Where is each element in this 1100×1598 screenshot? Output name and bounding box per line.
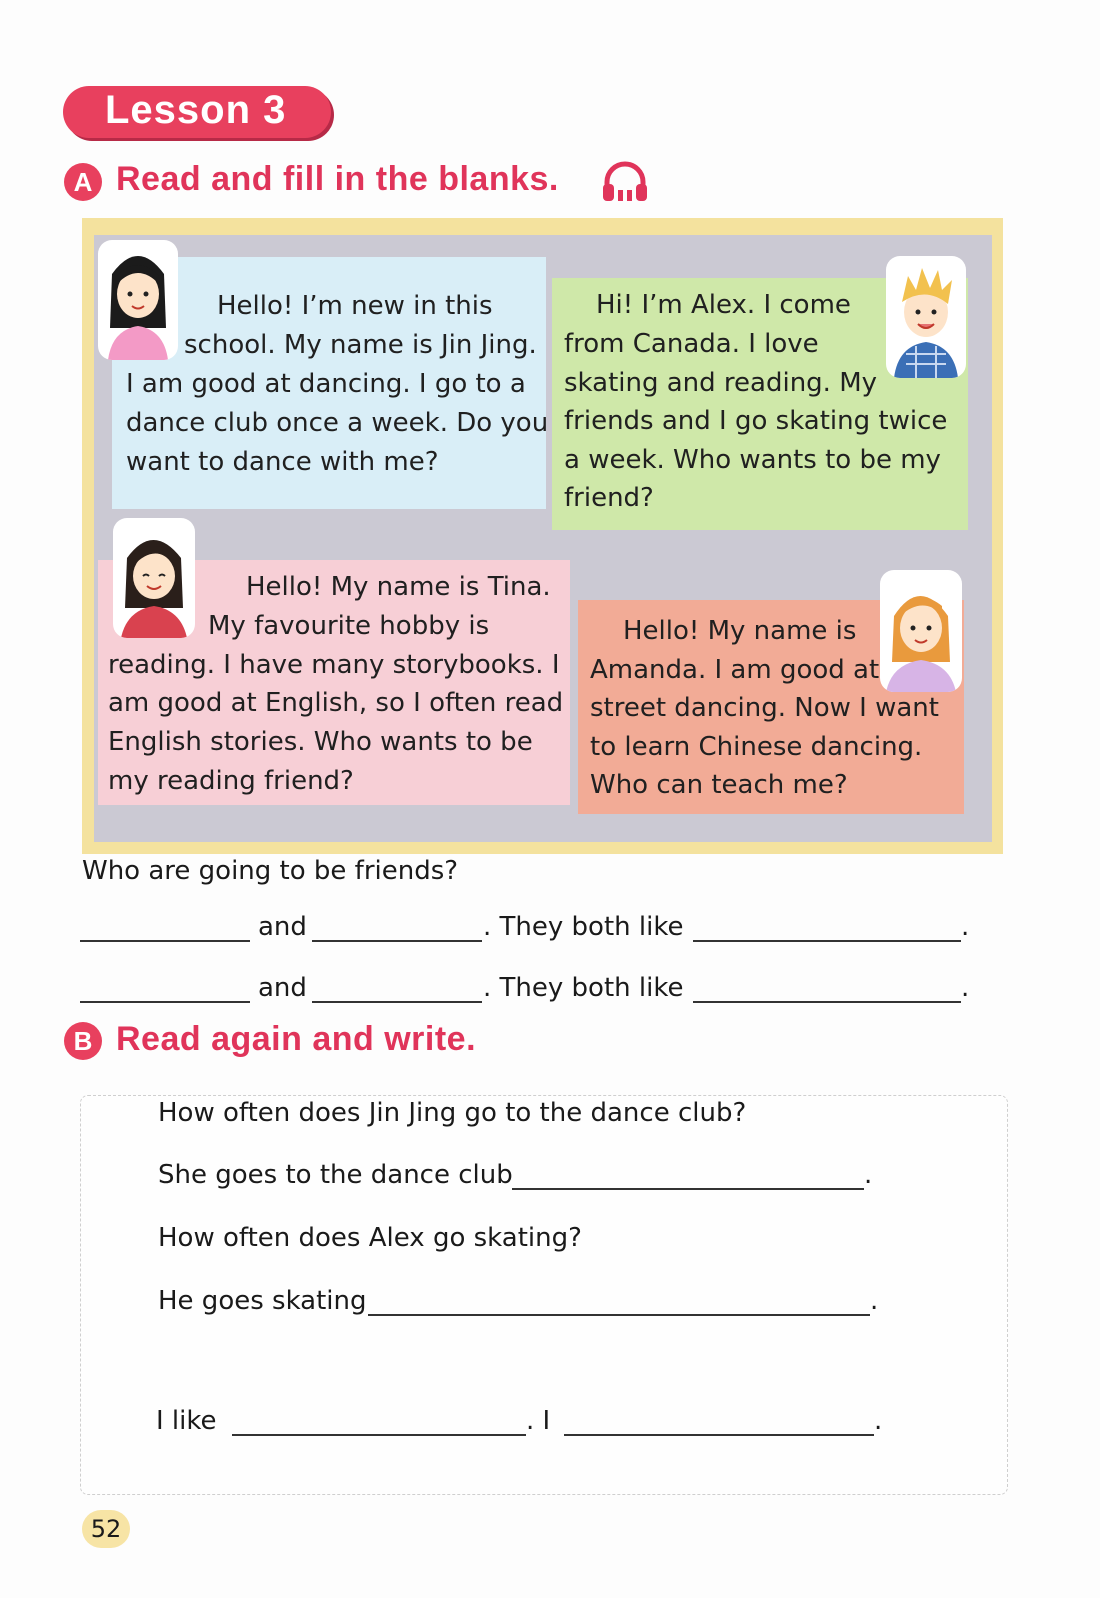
answer-blank[interactable] xyxy=(80,1001,250,1003)
answer-1-prefix: She goes to the dance club xyxy=(158,1160,513,1190)
bubble-line: am good at English, so I often read xyxy=(108,688,564,718)
amanda-avatar xyxy=(880,570,962,692)
bubble-line: Hello! I’m new in this xyxy=(217,291,493,321)
section-a-badge: A xyxy=(64,163,102,201)
answer-blank[interactable] xyxy=(368,1314,870,1316)
bubble-line: dance club once a week. Do you xyxy=(126,408,549,438)
answer-blank[interactable] xyxy=(312,940,482,942)
bubble-line: Who can teach me? xyxy=(590,770,848,800)
answer-blank[interactable] xyxy=(564,1434,874,1436)
bubble-line: my reading friend? xyxy=(108,766,354,796)
tina-avatar xyxy=(113,518,195,638)
period-text: . xyxy=(874,1406,883,1436)
bubble-line: English stories. Who wants to be xyxy=(108,727,533,757)
bubble-line: reading. I have many storybooks. I xyxy=(108,650,560,680)
answer-blank[interactable] xyxy=(512,1188,864,1190)
bubble-line: friends and I go skating twice xyxy=(564,406,948,436)
bubble-line: from Canada. I love xyxy=(564,329,819,359)
question-text: Who are going to be friends? xyxy=(82,856,459,886)
bubble-line: school. My name is Jin Jing. xyxy=(184,330,537,360)
jin-jing-avatar xyxy=(98,240,178,360)
bubble-line: Hello! My name is Tina. xyxy=(246,572,551,602)
period-text: . xyxy=(961,912,970,942)
both-like-text: . They both like xyxy=(483,973,684,1003)
answer-blank[interactable] xyxy=(693,940,961,942)
question-2: How often does Alex go skating? xyxy=(158,1223,582,1253)
answer-blank[interactable] xyxy=(693,1001,961,1003)
i-like-prefix: I like xyxy=(156,1406,217,1436)
bubble-line: skating and reading. My xyxy=(564,368,878,398)
i-text: . I xyxy=(526,1406,551,1436)
period-text: . xyxy=(961,973,970,1003)
headphones-icon[interactable] xyxy=(601,160,649,204)
period-text: . xyxy=(870,1286,879,1316)
bubble-line: street dancing. Now I want xyxy=(590,693,939,723)
and-text: and xyxy=(258,912,307,942)
period-text: . xyxy=(864,1160,873,1190)
section-a-title: Read and fill in the blanks. xyxy=(116,160,559,198)
bubble-line: friend? xyxy=(564,483,654,513)
answer-blank[interactable] xyxy=(232,1434,526,1436)
bubble-line: Hello! My name is xyxy=(623,616,857,646)
bubble-line: want to dance with me? xyxy=(126,447,439,477)
section-b-badge: B xyxy=(64,1022,102,1060)
bubble-line: a week. Who wants to be my xyxy=(564,445,941,475)
both-like-text: . They both like xyxy=(483,912,684,942)
bubble-line: Amanda. I am good at xyxy=(590,655,880,685)
bubble-line: I am good at dancing. I go to a xyxy=(126,369,526,399)
bubble-line: to learn Chinese dancing. xyxy=(590,732,923,762)
page-number: 52 xyxy=(82,1510,130,1548)
answer-2-prefix: He goes skating xyxy=(158,1286,367,1316)
and-text: and xyxy=(258,973,307,1003)
answer-blank[interactable] xyxy=(312,1001,482,1003)
bubble-line: Hi! I’m Alex. I come xyxy=(596,290,851,320)
answer-blank[interactable] xyxy=(80,940,250,942)
bubble-line: My favourite hobby is xyxy=(208,611,490,641)
section-b-title: Read again and write. xyxy=(116,1020,477,1058)
alex-avatar xyxy=(886,256,966,378)
question-1: How often does Jin Jing go to the dance club? xyxy=(158,1098,747,1128)
lesson-title: Lesson 3 xyxy=(105,88,287,132)
